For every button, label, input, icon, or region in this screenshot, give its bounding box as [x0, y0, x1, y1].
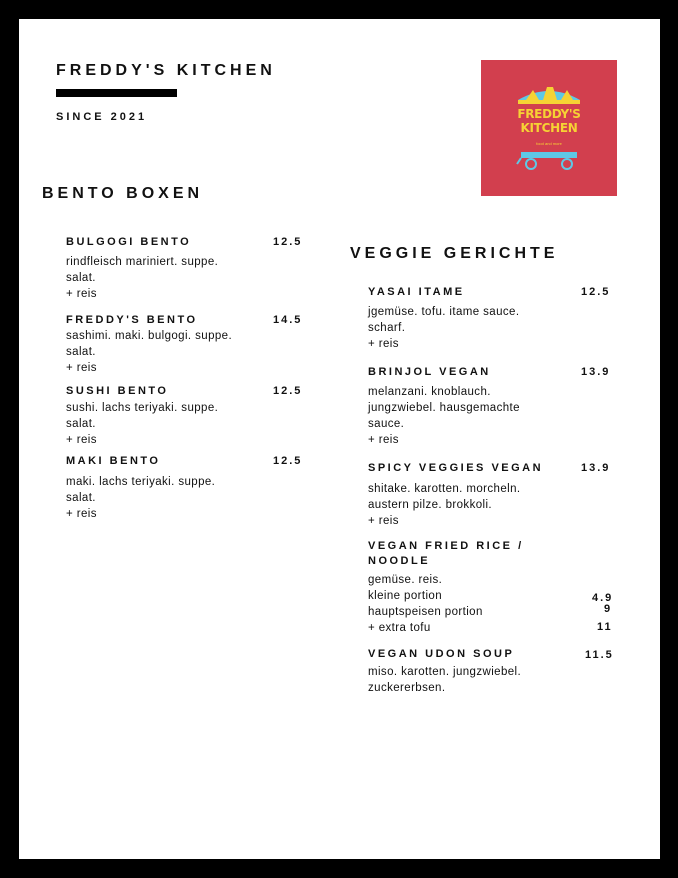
menu-item-name: YASAI ITAME — [368, 286, 465, 298]
brand-name: FREDDY'S KITCHEN — [56, 62, 276, 79]
menu-item-price: 12.5 — [273, 385, 303, 397]
menu-item-name: VEGAN FRIED RICE / NOODLE — [368, 540, 524, 567]
menu-item-name: FREDDY'S BENTO — [66, 314, 198, 326]
menu-item-price: 14.5 — [273, 314, 303, 326]
menu-item-name: BULGOGI BENTO — [66, 236, 192, 248]
menu-item-name: BRINJOL VEGAN — [368, 366, 491, 378]
menu-item-price: 11 — [597, 621, 613, 633]
logo-line2: KITCHEN — [520, 121, 578, 135]
bento-section-title: BENTO BOXEN — [42, 185, 204, 202]
menu-item-description: maki. lachs teriyaki. suppe. salat. + reis — [66, 476, 216, 520]
menu-item-name: VEGAN UDON SOUP — [368, 648, 515, 660]
menu-item-name: SPICY VEGGIES VEGAN — [368, 462, 544, 474]
menu-item-description: melanzani. knoblauch. jungzwiebel. hausgemachte sauce. + reis — [368, 386, 520, 446]
menu-item-description: sushi. lachs teriyaki. suppe. salat. + reis — [66, 402, 219, 446]
menu-page — [19, 19, 660, 859]
menu-item-price: 13.9 — [581, 366, 611, 378]
menu-item-description: rindfleisch mariniert. suppe. salat. + reis — [66, 256, 219, 300]
menu-item-price: 12.5 — [273, 455, 303, 467]
menu-item-price: 11.5 — [585, 649, 614, 661]
menu-item-description: shitake. karotten. morcheln. austern pilze. brokkoli. + reis — [368, 483, 521, 527]
menu-item-name: SUSHI BENTO — [66, 385, 169, 397]
menu-item-price: 12.5 — [581, 286, 611, 298]
brand-underline — [56, 89, 177, 97]
since-label: SINCE 2021 — [56, 111, 148, 123]
menu-item-price: 13.9 — [581, 462, 611, 474]
menu-item-price: 9 — [604, 603, 613, 615]
logo-line1: FREDDY'S — [517, 107, 581, 121]
menu-item-price: 12.5 — [273, 236, 303, 248]
menu-item-description: miso. karotten. jungzwiebel. zuckererbsen. — [368, 666, 522, 694]
veggie-section-title: VEGGIE GERICHTE — [350, 245, 559, 262]
logo-tagline: food and more — [536, 141, 562, 146]
menu-item-name: MAKI BENTO — [66, 455, 161, 467]
menu-item-description: gemüse. reis. kleine portion hauptspeisen portion + extra tofu — [368, 574, 483, 634]
freddys-kitchen-logo — [481, 60, 617, 196]
menu-item-description: sashimi. maki. bulgogi. suppe. salat. + reis — [66, 330, 233, 374]
menu-item-description: jgemüse. tofu. itame sauce. scharf. + reis — [368, 306, 520, 350]
menu-item-price: 4.9 — [592, 592, 614, 604]
